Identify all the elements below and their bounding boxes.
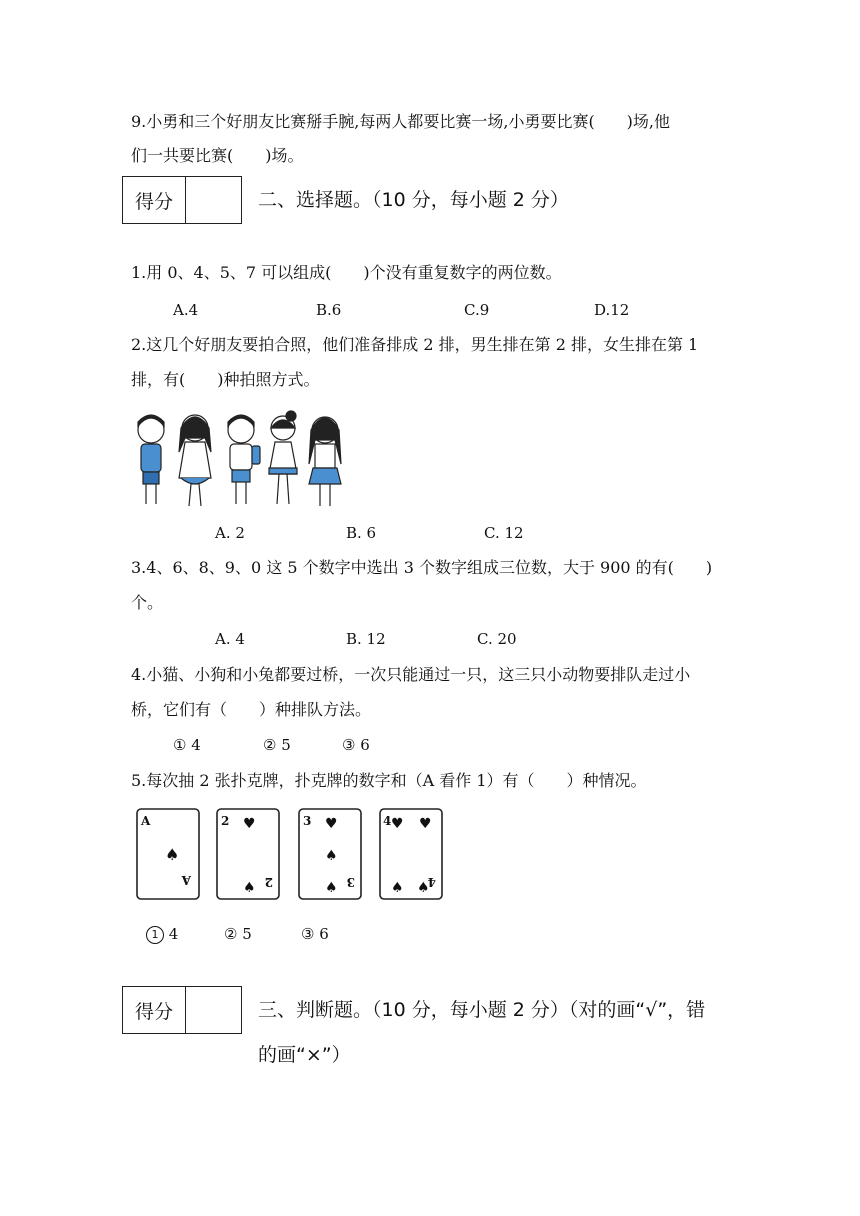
- option-value: 6: [360, 736, 370, 754]
- children-illustration: [131, 408, 345, 512]
- option-mark: ③: [342, 736, 356, 754]
- q5-option-3: [301, 924, 329, 944]
- card-label-4-inverted: 4: [427, 875, 436, 889]
- score-blank: [186, 177, 241, 223]
- q3-option-c: C. 20: [477, 630, 517, 648]
- q2-line2: 排，有( )种拍照方式。: [131, 370, 320, 389]
- q1-text: 1.用 0、4、5、7 可以组成( )个没有重复数字的两位数。: [131, 263, 562, 282]
- option-value: 5: [242, 925, 252, 943]
- q3-line2: 个。: [131, 593, 164, 612]
- q4-line2: 桥，它们有（ ）种排队方法。: [131, 700, 372, 719]
- q4-option-2: [263, 735, 291, 755]
- option-mark: ②: [263, 736, 277, 754]
- svg-text:♠: ♠: [417, 880, 430, 896]
- section3-title-line2: 的画“×”）: [258, 1044, 351, 1066]
- card-label-4: 4: [383, 814, 392, 828]
- card-label-3-inverted: 3: [346, 875, 355, 889]
- q4-option-3: [342, 735, 370, 755]
- q4-option-1: [173, 735, 201, 755]
- svg-text:♠: ♠: [325, 880, 338, 896]
- q1-option-c: C.9: [464, 301, 490, 319]
- card-label-3: 3: [303, 814, 312, 828]
- option-value: 4: [168, 925, 179, 943]
- card-label-ace: A: [141, 814, 151, 828]
- svg-text:♠: ♠: [243, 880, 256, 896]
- svg-text:♥: ♥: [243, 816, 256, 832]
- q5-option-1: [146, 924, 178, 944]
- score-blank: [186, 987, 241, 1033]
- q2-line1: 2.这几个好朋友要拍合照，他们准备排成 2 排，男生排在第 2 排，女生排在第 1: [131, 335, 699, 354]
- option-mark: 1: [146, 926, 164, 944]
- card-label-ace-inverted: A: [181, 873, 191, 887]
- svg-text:♠: ♠: [165, 845, 180, 864]
- q3-option-a: A. 4: [215, 630, 245, 648]
- option-value: 6: [319, 925, 329, 943]
- option-mark: ②: [224, 925, 238, 943]
- option-value: 4: [191, 736, 201, 754]
- section3-title-line1: 三、判断题。（10 分，每小题 2 分）（对的画“√”，错: [258, 999, 706, 1021]
- option-mark: ①: [173, 736, 187, 754]
- q2-option-b: B. 6: [346, 524, 377, 542]
- q1-option-b: B.6: [316, 301, 342, 319]
- q4-line1: 4.小猫、小狗和小兔都要过桥，一次只能通过一只，这三只小动物要排队走过小: [131, 665, 691, 684]
- score-box-section2: [122, 176, 242, 224]
- q3-option-b: B. 12: [346, 630, 386, 648]
- q2-option-c: C. 12: [484, 524, 524, 542]
- score-label: 得分: [123, 987, 186, 1033]
- score-label: 得分: [123, 177, 186, 223]
- q1-option-a: A.4: [173, 301, 199, 319]
- q1-option-d: D.12: [594, 301, 630, 319]
- q3-line1: 3.4、6、8、9、0 这 5 个数字中选出 3 个数字组成三位数，大于 900 的有( ): [131, 558, 713, 577]
- option-value: 5: [281, 736, 291, 754]
- svg-text:♠: ♠: [325, 848, 338, 864]
- q5-text: 5.每次抽 2 张扑克牌，扑克牌的数字和（A 看作 1）有（ ）种情况。: [131, 771, 647, 790]
- score-box-section3: [122, 986, 242, 1034]
- card-label-2-inverted: 2: [264, 875, 273, 889]
- q2-option-a: A. 2: [215, 524, 245, 542]
- q9-line1: 9.小勇和三个好朋友比赛掰手腕,每两人都要比赛一场,小勇要比赛( )场,他: [131, 112, 671, 131]
- svg-text:♥: ♥: [419, 816, 432, 832]
- option-mark: ③: [301, 925, 315, 943]
- svg-text:♥: ♥: [391, 816, 404, 832]
- svg-text:♠: ♠: [391, 880, 404, 896]
- section2-title: 二、选择题。（10 分，每小题 2 分）: [258, 189, 569, 211]
- q9-line2: 们一共要比赛( )场。: [131, 146, 304, 165]
- q5-option-2: [224, 924, 252, 944]
- svg-text:♥: ♥: [325, 816, 338, 832]
- card-label-2: 2: [221, 814, 230, 828]
- playing-cards-illustration: [133, 806, 451, 904]
